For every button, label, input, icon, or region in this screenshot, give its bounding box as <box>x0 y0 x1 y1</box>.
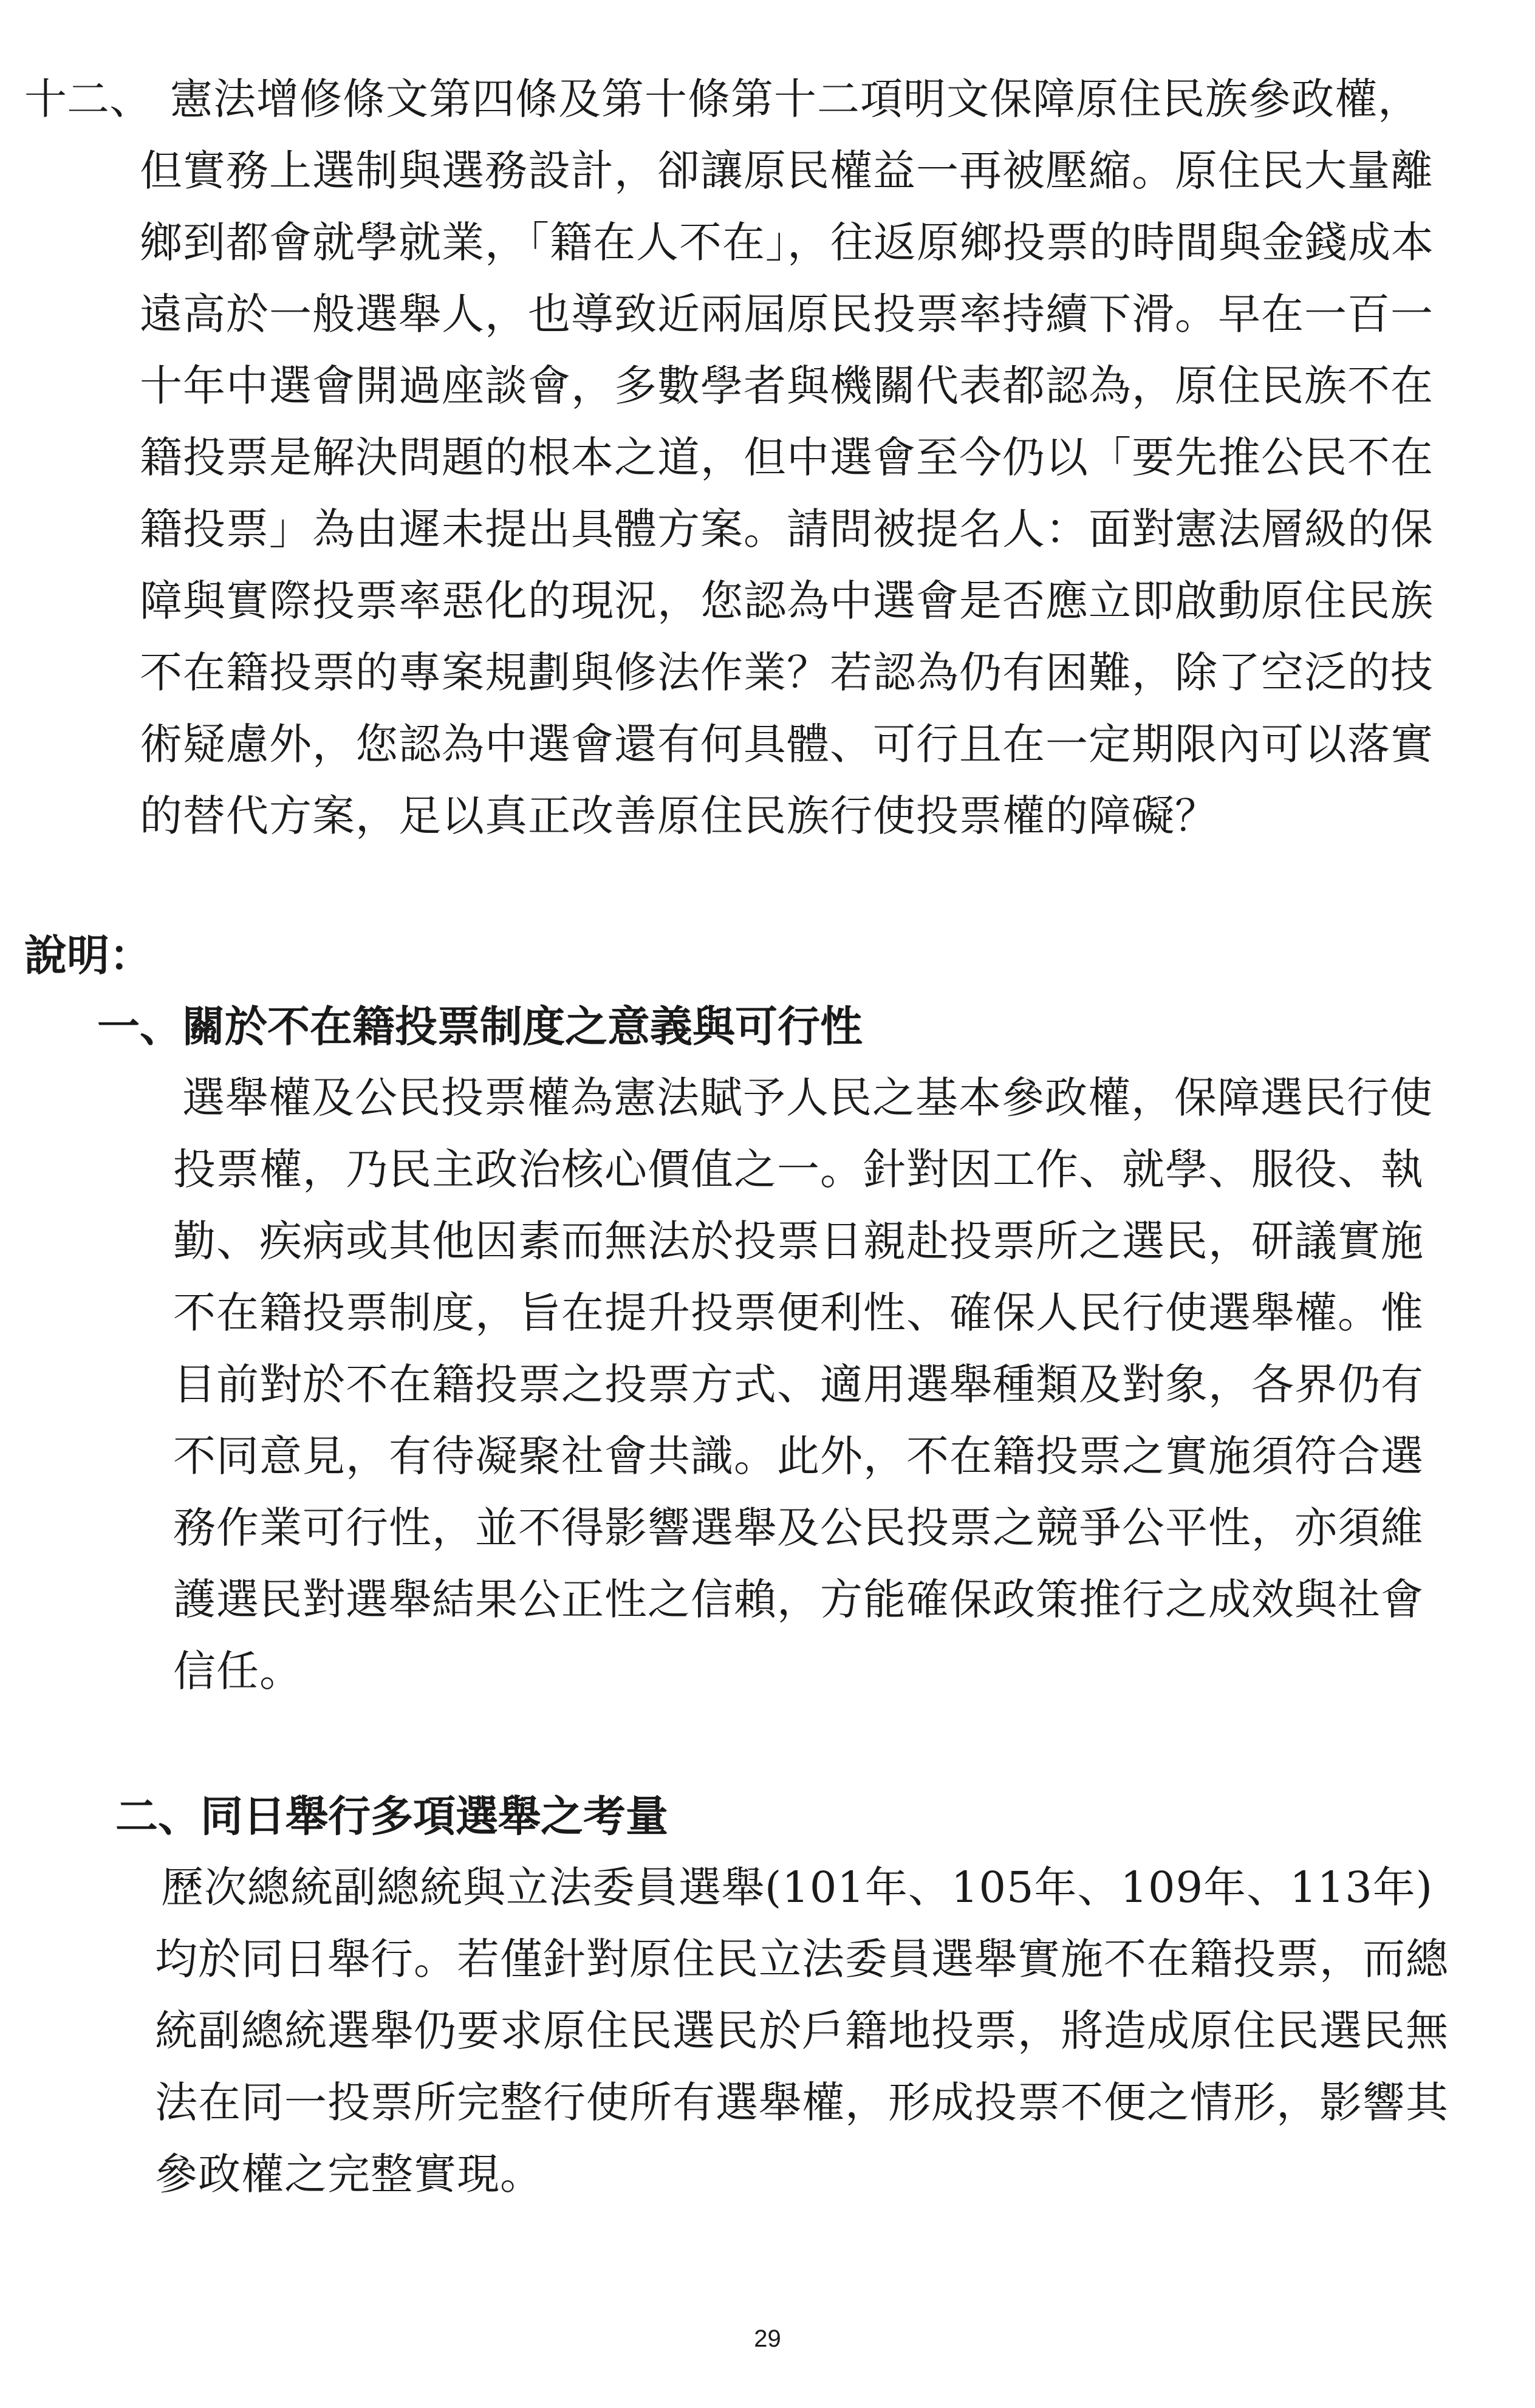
question-line: 憲法增修條文第四條及第十條第十二項明文保障原住民族參政權， <box>170 74 1421 124</box>
section-line: 統副總統選舉仍要求原住民選民於戶籍地投票，將造成原住民選民無 <box>155 2006 1449 2056</box>
question-line: 障與實際投票率惡化的現況，您認為中選會是否應立即啟動原住民族 <box>140 576 1434 626</box>
question-line: 遠高於一般選舉人，也導致近兩屆原民投票率持續下滑。早在一百一 <box>140 289 1434 339</box>
section-line: 參政權之完整實現。 <box>155 2149 543 2199</box>
section-line: 法在同一投票所完整行使所有選舉權，形成投票不便之情形，影響其 <box>155 2078 1449 2127</box>
question-line: 籍投票」為由遲未提出具體方案。請問被提名人：面對憲法層級的保 <box>140 504 1434 554</box>
question-line: 籍投票是解決問題的根本之道，但中選會至今仍以「要先推公民不在 <box>140 433 1434 482</box>
question-line: 不在籍投票的專案規劃與修法作業？若認為仍有困難，除了空泛的技 <box>140 648 1434 697</box>
question-line: 鄉到都會就學就業，「籍在人不在」，往返原鄉投票的時間與金錢成本 <box>140 217 1434 267</box>
question-line: 術疑慮外，您認為中選會還有何具體、可行且在一定期限內可以落實 <box>140 719 1434 769</box>
explanation-title: 說明： <box>24 930 152 980</box>
section-heading: 二、同日舉行多項選舉之考量 <box>115 1791 668 1841</box>
question-number: 十二、 <box>24 74 152 124</box>
section-line: 務作業可行性，並不得影響選舉及公民投票之競爭公平性，亦須維 <box>173 1503 1424 1553</box>
section-line: 歷次總統副總統與立法委員選舉(101年、105年、109年、113年) <box>161 1862 1434 1912</box>
section-line: 均於同日舉行。若僅針對原住民立法委員選舉實施不在籍投票，而總 <box>155 1934 1449 1984</box>
section-line: 勤、疾病或其他因素而無法於投票日親赴投票所之選民，研議實施 <box>173 1216 1424 1266</box>
section-line: 不同意見，有待凝聚社會共識。此外，不在籍投票之實施須符合選 <box>173 1431 1424 1481</box>
section-line: 目前對於不在籍投票之投票方式、適用選舉種類及對象，各界仍有 <box>173 1360 1424 1409</box>
section-line: 不在籍投票制度，旨在提升投票便利性、確保人民行使選舉權。惟 <box>173 1288 1424 1338</box>
section-line: 護選民對選舉結果公正性之信賴，方能確保政策推行之成效與社會 <box>173 1575 1424 1624</box>
page-number: 29 <box>754 2325 781 2352</box>
section-line: 投票權，乃民主政治核心價值之一。針對因工作、就學、服役、執 <box>173 1144 1424 1194</box>
question-line: 但實務上選制與選務設計，卻讓原民權益一再被壓縮。原住民大量離 <box>140 146 1434 196</box>
question-line: 十年中選會開過座談會，多數學者與機關代表都認為，原住民族不在 <box>140 361 1434 411</box>
question-line: 的替代方案，足以真正改善原住民族行使投票權的障礙？ <box>140 791 1218 841</box>
section-line: 選舉權及公民投票權為憲法賦予人民之基本參政權，保障選民行使 <box>182 1073 1433 1123</box>
section-heading: 一、關於不在籍投票制度之意義與可行性 <box>97 1001 863 1052</box>
section-line: 信任。 <box>173 1646 303 1696</box>
